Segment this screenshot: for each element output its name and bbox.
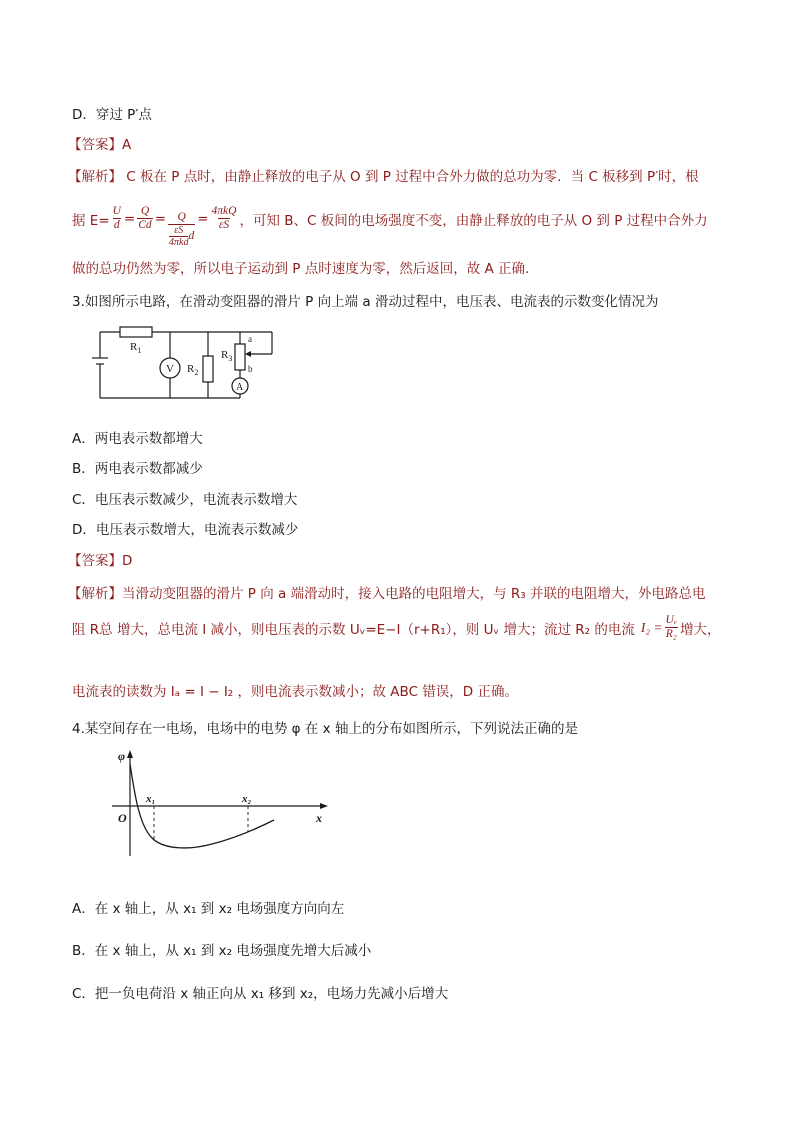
frac-den-nested	[168, 224, 195, 248]
x-axis-arrow-icon	[320, 803, 328, 809]
current-formula-lhs: I₂ =	[640, 619, 663, 635]
q3-option-c: C．电压表示数减少，电流表示数增大	[72, 492, 298, 508]
x-axis-label: x	[316, 811, 322, 825]
q4-option-c: C．把一负电荷沿 x 轴正向从 x₁ 移到 x₂，电场力先减小后增大	[72, 986, 449, 1002]
prev-option-d: D．穿过 P′点	[72, 107, 152, 123]
answer-bracket: 【答案】	[68, 553, 122, 569]
origin-label: O	[118, 811, 127, 825]
q3-option-d: D．电压表示数增大，电流表示数减少	[72, 522, 299, 538]
terminal-a-label: a	[248, 334, 252, 344]
analysis-text-pre: 据 E=	[72, 212, 110, 229]
fraction-uv-over-r2	[665, 614, 679, 641]
fraction-q-over-cd	[137, 205, 152, 232]
nested-num: εS	[174, 225, 184, 236]
circuit-diagram	[88, 320, 288, 408]
slider-arrow-icon	[245, 351, 251, 357]
fraction-u-over-d	[112, 205, 122, 232]
answer-value: D	[122, 553, 133, 569]
frac-num: U	[112, 205, 121, 217]
analysis-text: 阻 R总 增大，总电流 I 减小，则电压表的示数 Uᵥ=E−I（r+R₁），则 Uᵥ 增大；流过 R₂ 的电流	[72, 621, 635, 638]
terminal-b-label: b	[248, 364, 253, 374]
nested-fraction	[169, 225, 188, 248]
frac-den: d	[113, 219, 120, 231]
r1-label: $R_1$	[130, 341, 142, 355]
q4-option-a: A．在 x 轴上，从 x₁ 到 x₂ 电场强度方向向左	[72, 901, 345, 917]
potential-graph	[108, 748, 340, 860]
frac-den: R₂	[665, 628, 677, 640]
q3-stem: 3.如图所示电路，在滑动变阻器的滑片 P 向上端 a 滑动过程中，电压表、电流表的示数变化情况为	[72, 294, 659, 310]
equals-sign: =	[197, 210, 209, 227]
nested-tail: d	[188, 230, 195, 242]
q2-answer	[68, 133, 131, 153]
r2-label: $R_2$	[187, 363, 199, 377]
frac-num: 4πkQ	[211, 205, 237, 217]
x2-label: x₂	[242, 793, 252, 805]
frac-den: εS	[218, 219, 230, 231]
x1-label: x₁	[146, 793, 156, 805]
q3-option-b: B．两电表示数都减少	[72, 461, 203, 477]
fraction-q-over-nested	[168, 211, 195, 248]
q3-answer	[68, 549, 132, 569]
q2-analysis-line2	[72, 189, 708, 248]
q3-analysis-line3: 电流表的读数为 Iₐ = I − I₂ ，则电流表示数减小；故 ABC 错误，D 正确。	[72, 684, 518, 700]
fraction-4pikq-over-es	[211, 205, 238, 232]
q4-stem: 4.某空间存在一电场，电场中的电势 φ 在 x 轴上的分布如图所示，下列说法正确的是	[72, 721, 578, 737]
frac-den: Cd	[138, 219, 152, 231]
frac-num: Q	[140, 205, 150, 217]
r3-label: $R_3$	[221, 349, 233, 363]
equals-sign: =	[123, 210, 136, 227]
analysis-text-post: ，可知 B、C 板间的电场强度不变，由静止释放的电子从 O 到 P 过程中合外力	[239, 212, 708, 229]
q2-analysis-line3: 做的总功仍然为零，所以电子运动到 P 点时速度为零，然后返回，故 A 正确．	[72, 261, 539, 277]
answer-value: A	[122, 137, 132, 153]
q3-analysis-line2	[72, 614, 721, 641]
y-axis-label: φ	[118, 749, 126, 763]
analysis-text: 当滑动变阻器的滑片 P 向 a 端滑动时，接入电路的电阻增大，与 R₃ 并联的电阻增大，外电路总电	[122, 586, 706, 602]
analysis-text: C 板在 P 点时，由静止释放的电子从 O 到 P 过程中合外力做的总功为零．当 C 板移到 P′时，根	[122, 169, 699, 185]
analysis-tail: 增大，	[680, 621, 721, 638]
ammeter-label: A	[236, 382, 244, 393]
y-axis-arrow-icon	[127, 750, 133, 758]
q2-analysis-line1	[68, 165, 699, 185]
voltmeter-label: V	[166, 363, 174, 375]
q3-analysis-line1	[68, 582, 705, 602]
q3-option-a: A．两电表示数都增大	[72, 431, 203, 447]
nested-den: 4πkd	[169, 237, 189, 248]
frac-num: Q	[177, 211, 186, 223]
frac-num: Uᵥ	[665, 614, 678, 626]
answer-bracket: 【答案】	[68, 137, 122, 153]
analysis-bracket: 【解析】	[68, 586, 122, 602]
analysis-bracket: 【解析】	[68, 169, 122, 185]
q4-option-b: B．在 x 轴上，从 x₁ 到 x₂ 电场强度先增大后减小	[72, 943, 372, 959]
equals-sign: =	[154, 210, 166, 227]
